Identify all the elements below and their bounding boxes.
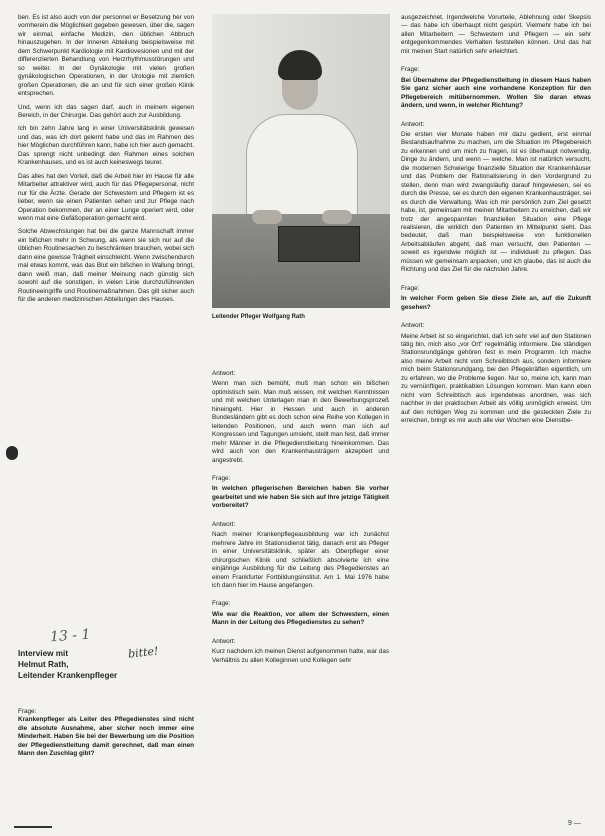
handwritten-signature: bitte! [127,644,159,661]
paragraph: Solche Abwechslungen hat bei die ganze Mannschaft immer ein bißchen mehr in Schwung, als wenn sie sich nur auf die üblichen Routinesachen zu beschränken brauchen, wobei sich dann eine gewisse Trägheit einschleicht. Wenn zwischendurch mal etwas kommt, was das Blut ein bißchen in Wallung bringt, dann weiß man, daß meiner Meinung nach günstig sich sowohl auf die sonstigen, in vielen Linie durchzuführenden Routineeingriffe und Routinemaßnahmen. Das gilt sicher auch für die anderen medizinischen Abteilungen des Hauses. [18,228,194,304]
answer-text: ausgezeichnet. Irgendwelche Vorurteile, Ablehnung oder Skepsis — das habe ich überhaupt nicht gespürt. Vielmehr habe ich bei allen Mitarbeitern — Schwestern und Pflegern — ein sehr entgegenkommendes Verhalten feststellen können. Und das hat mir meinen Start natürlich sehr erleichtert. [401,14,591,55]
photo-hand-left [252,210,282,224]
question-text: Wie war die Reaktion, vor allem der Schwestern, einen Mann in der Leitung des Pflegedienstes zu sehen? [212,610,389,627]
page-number: 9 — [568,820,581,827]
question-text: In welchen pflegerischen Bereichen haben Sie vorher gearbeitet und wie haben Sie sich auf Ihre jetzige Tätigkeit vorbereitet? [212,485,389,510]
intro-question [18,708,194,759]
answer-text: Wenn man sich bemüht, muß man schon ein bißchen optimistisch sein. Man muß wissen, mit welchen Kenntnissen und mit welchen Unterlagen man in den Bewerbungsprozeß hineingeht. Hier in Hessen und auch in anderen Bundesländern gibt es doch schon eine Reihe von Kollegen in leitenden Positionen, und auch wenn man sich auf Kongressen und Tagungen umsieht, stellt man fest, daß immer mehr Männer in die Pflegedienstleitung hineinkommen. Das wird auch von den Krankenhausträgern akzeptiert und angestrebt. [212,380,389,464]
ink-blot [6,446,18,460]
interview-heading [18,648,194,681]
answer-label: Antwort: [212,637,236,645]
photo-hand-right [322,210,352,224]
question-label: Frage: [18,708,37,715]
answer-text: Kurz nachdem ich meinen Dienst aufgenommen hatte, war das Verhältnis zu allen Kolleginnen und Kollegen sehr [212,648,390,664]
paragraph: Ich bin zehn Jahre lang in einer Universitätsklinik gewesen und das, was ich dort gelernt habe und das im Rahmen des hier Möglichen durchführen kann, habe ich hier auch gemacht. Das sprengt nicht unbedingt den Rahmen eines solchen Krankenhauses, und es ist auch keineswegs teurer. [18,125,194,167]
answer-text: Meine Arbeit ist so eingerichtet, daß ich sehr viel auf den Stationen tätig bin, mich also „vor Ort" regelmäßig informiere. Die ständigen Stationsrundgänge gehören fest in mein Programm. Ich mache also meine Arbeit nicht vom Schreibtisch aus, sondern informiere mich beim Stationsrundgang, bei den Pflegekräften eigentlich, um zu erfahren, wo die Probleme liegen. Nur so, meine ich, kann man zu vernünftigen, praktikablen Lösungen kommen. Man kann eben nicht vom Schreibtisch aus irgendetwas anordnen, was sich nachher in der praktischen Arbeit als völlig unmöglich erweist. Um auf den richtigen Weg zu kommen und die gesteckten Ziele zu erreichen, bringt es mir auch alle vier Wochen eine Dienstbe- [401,332,591,425]
paragraph: Und, wenn ich das sagen darf, auch in meinem eigenen Bereich, in der Chirurgie. Das gehört auch zur Ausbildung. [18,103,194,119]
answer-label: Antwort: [401,322,425,330]
question-text: In welcher Form geben Sie diese Ziele an, auf die Zukunft gesehen? [401,295,591,311]
photo-caption: Leitender Pfleger Wolfgang Rath [212,314,305,320]
question-label: Frage: [401,66,420,74]
paragraph: ben. Es ist also auch von der personnel er Besetzung her von vornherein die Möglichkeit gegeben gewesen, über die, sagen wir einmal, einfache Medizin, den üblichen Abbruch hinauszugehen. In der Inneren Abteilung beispielsweise mit dem Schwerpunkt Kardiologie mit Kardiovesionen und mit der differenzierten Behandlung von Herzrhythmusstörungen und so weiter. In der Gynäkologie mit vielen großen gynäkologischen Operationen, in der Urologie mit ziemlich großen Operationen, die an und für sich einer großen Klinik entsprechen. [18,14,194,98]
answer-label: Antwort: [212,520,236,528]
heading-role: Leitender Krankenpfleger [18,671,118,680]
question-text: Bei Übernahme der Pflegedienstleitung in diesem Haus haben Sie ganz sicher auch eine vorhandene Konzeption für den Pflegebereich mitübernommen. Wollen Sie daran etwas ändern, und wenn, in welcher Richtung? [401,76,591,110]
question-label: Frage: [212,474,231,482]
heading-line: Interview mit [18,649,69,658]
column-right [401,14,591,430]
answer-label: Antwort: [401,120,425,128]
answer-label: Antwort: [212,370,236,377]
portrait-photo [212,14,390,308]
handwritten-note: 13 - 1 [49,626,91,646]
column-middle [212,360,389,670]
answer-text: Nach meiner Krankenpflegeausbildung war ich zunächst mehrere Jahre im Stationsdienst tätig, danach erst als Pfleger in einer Universitätsklinik, später als Oberpfleger einer chirurgischen Klinik und schließlich absolvierte ich eine einjährige Ausbildung für die Leitung des Pflegedienstes an einem Frankfurter Fortbildungsinstitut. Am 1. Mai 1976 habe ich dann hier im Hause angefangen. [212,531,389,589]
photo-desk-pad [278,226,360,262]
column-left [18,14,194,310]
question-label: Frage: [212,600,231,608]
paragraph: Das alles hat den Vorteil, daß die Arbeit hier im Hause für alle Mitarbeiter attraktiver wird, auch für das Pflegepersonal, nicht nur für die Ärzte. Gerade der Schwestern und Pflegern ist es lieber, wenn sie einen Patienten sehen und zur Pflege nach Operation bekommen, der an einer Lunge operiert wird, oder wenn mal eine Gefäßoperation gemacht wird. [18,172,194,222]
answer-text: Die ersten vier Monate haben mir dazu gedient, erst einmal Bestandsaufnahme zu machen, um die Situation im Pflegebereich zu erkennen und um mich zu fragen, ist es überhaupt notwendig, Dinge zu ändern, und wenn — welche. Man ist natürlich versucht, die modernen Schwierige finanzielle Situation der Krankenhäuser und das Problem der Rationalisierung in den Vordergrund zu stellen, denn man wird zwangsläufig darauf hingewiesen, sei es durch die Presse, sei es durch den eigenen Krankenhausträger, sei es durch die Verwaltung. Was ich mir persönlich zum Ziel gesetzt habe, ist, gemeinsam mit meinen Mitarbeitern zu erreichen, daß wir trotz der angespannten finanziellen Situation eine Pflege realisieren, die wirklich den Patienten im Mittelpunkt sieht. Das bedeutet, daß man beispielsweise von funktionellen Arbeitsabläufen abgeht, daß man versucht, den Patienten — soweit es irgendwie möglich ist — individuell zu pflegen. Das müssen wir gemeinsam anpacken, und ich glaube, das ist auch die Richtung und das Ziel für die nächsten Jahre. [401,130,591,274]
question-text: Krankenpfleger als Leiter des Pflegedienstes sind nicht die absolute Ausnahme, aber sicher noch immer eine Minderheit. Haben Sie bei der Bewerbung um die Position der Pflegedienstleitung damit gerechnet, daß man einen Mann den Zuschlag gibt? [18,716,194,758]
heading-name: Helmut Rath, [18,660,69,669]
question-label: Frage: [401,284,420,292]
footer-rule [14,826,52,828]
